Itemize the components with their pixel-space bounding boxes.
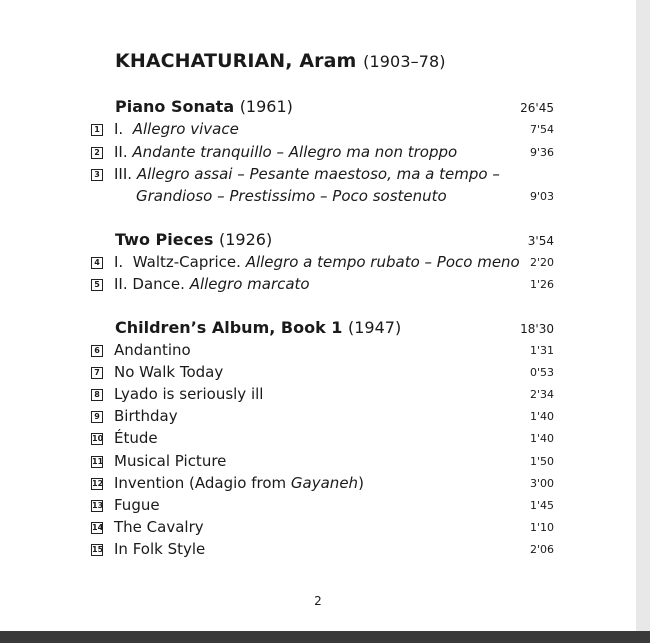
movement-tempo: Allegro marcato (189, 275, 310, 293)
track-number: 12 (92, 479, 104, 488)
movement-number: I. (114, 120, 124, 138)
track-row (0, 540, 636, 562)
track-number: 14 (92, 523, 104, 532)
movement-number: III. (114, 165, 133, 183)
movement-number: II. (114, 275, 128, 293)
track-row (0, 496, 636, 518)
track-row (0, 120, 636, 142)
track-time: 7'54 (529, 123, 554, 136)
track-title (114, 474, 364, 492)
track-time: 2'06 (529, 543, 554, 556)
track-number: 1 (91, 124, 103, 136)
track-row (0, 474, 636, 496)
work-total-time: 18'30 (520, 322, 554, 336)
movement-number: II. (114, 143, 128, 161)
work-name: Piano Sonata (115, 97, 235, 116)
track-time: 2'34 (529, 388, 554, 401)
track-number: 2 (91, 147, 103, 159)
track-number: 9 (91, 411, 103, 423)
track-row (0, 518, 636, 540)
track-time: 9'36 (529, 146, 554, 159)
track-time: 1'40 (529, 410, 554, 423)
track-time: 1'26 (529, 278, 554, 291)
track-title: Musical Picture (114, 452, 227, 470)
track-title: No Walk Today (114, 363, 224, 381)
movement-tempo: Allegro vivace (132, 120, 239, 138)
track-row (0, 165, 636, 187)
track-title (114, 275, 310, 293)
work-name: Two Pieces (115, 230, 214, 249)
track-row (0, 143, 636, 165)
track-row-continuation (0, 187, 636, 209)
track-time: 1'45 (529, 499, 554, 512)
track-number: 15 (92, 545, 104, 554)
track-time: 1'40 (529, 432, 554, 445)
track-row (0, 341, 636, 363)
track-title-main: Invention (Adagio from (114, 474, 291, 492)
composer-name: KHACHATURIAN, Aram (115, 50, 357, 72)
track-title (114, 120, 239, 138)
track-title: Lyado is seriously ill (114, 385, 264, 403)
track-title: Étude (114, 429, 158, 447)
work-title (115, 318, 401, 337)
composer-dates: (1903–78) (363, 52, 446, 71)
track-row (0, 429, 636, 451)
track-title (114, 143, 457, 161)
track-time: 3'00 (529, 477, 554, 490)
track-number: 5 (91, 279, 103, 291)
movement-tempo: Andante tranquillo – Allegro ma non troppo (132, 143, 458, 161)
work-year: (1926) (219, 230, 273, 249)
track-title: Fugue (114, 496, 160, 514)
work-year: (1961) (239, 97, 293, 116)
movement-tempo-continued: Grandioso – Prestissimo – Poco sostenuto (136, 187, 447, 205)
track-time: 1'50 (529, 455, 554, 468)
track-title: In Folk Style (114, 540, 206, 558)
movement-number: I. (114, 253, 124, 271)
movement-tempo: Allegro a tempo rubato – Poco meno (245, 253, 520, 271)
track-number: 11 (92, 457, 104, 466)
track-title (114, 165, 500, 183)
track-row (0, 275, 636, 297)
track-row (0, 253, 636, 275)
track-time: 2'20 (529, 256, 554, 269)
track-number: 10 (92, 434, 104, 443)
piece-name: Dance. (132, 275, 185, 293)
track-time: 1'10 (529, 521, 554, 534)
track-time: 9'03 (529, 190, 554, 203)
track-title-italic: Gayaneh (290, 474, 359, 492)
work-year: (1947) (348, 318, 402, 337)
track-number: 4 (91, 257, 103, 269)
track-number: 3 (91, 169, 103, 181)
vertical-scrollbar[interactable] (636, 0, 650, 643)
track-row (0, 385, 636, 407)
movement-tempo: Allegro assai – Pesante maestoso, ma a tempo – (136, 165, 500, 183)
track-row (0, 407, 636, 429)
work-total-time: 3'54 (527, 234, 554, 248)
track-title: Birthday (114, 407, 178, 425)
piece-name: Waltz-Caprice. (132, 253, 241, 271)
work-title (115, 230, 272, 249)
track-title: The Cavalry (114, 518, 204, 536)
track-number: 8 (91, 389, 103, 401)
track-number: 13 (92, 501, 104, 510)
track-number: 7 (91, 367, 103, 379)
bottom-bar (0, 631, 650, 643)
work-name: Children’s Album, Book 1 (115, 318, 343, 337)
work-title (115, 97, 293, 116)
page-number: 2 (314, 594, 322, 608)
track-time: 1'31 (529, 344, 554, 357)
work-total-time: 26'45 (520, 101, 554, 115)
track-row (0, 452, 636, 474)
composer-heading (115, 50, 446, 72)
track-title: Andantino (114, 341, 191, 359)
track-title (114, 253, 520, 271)
track-row (0, 363, 636, 385)
track-title-end: ) (358, 474, 364, 492)
track-number: 6 (91, 345, 103, 357)
track-time: 0'53 (529, 366, 554, 379)
